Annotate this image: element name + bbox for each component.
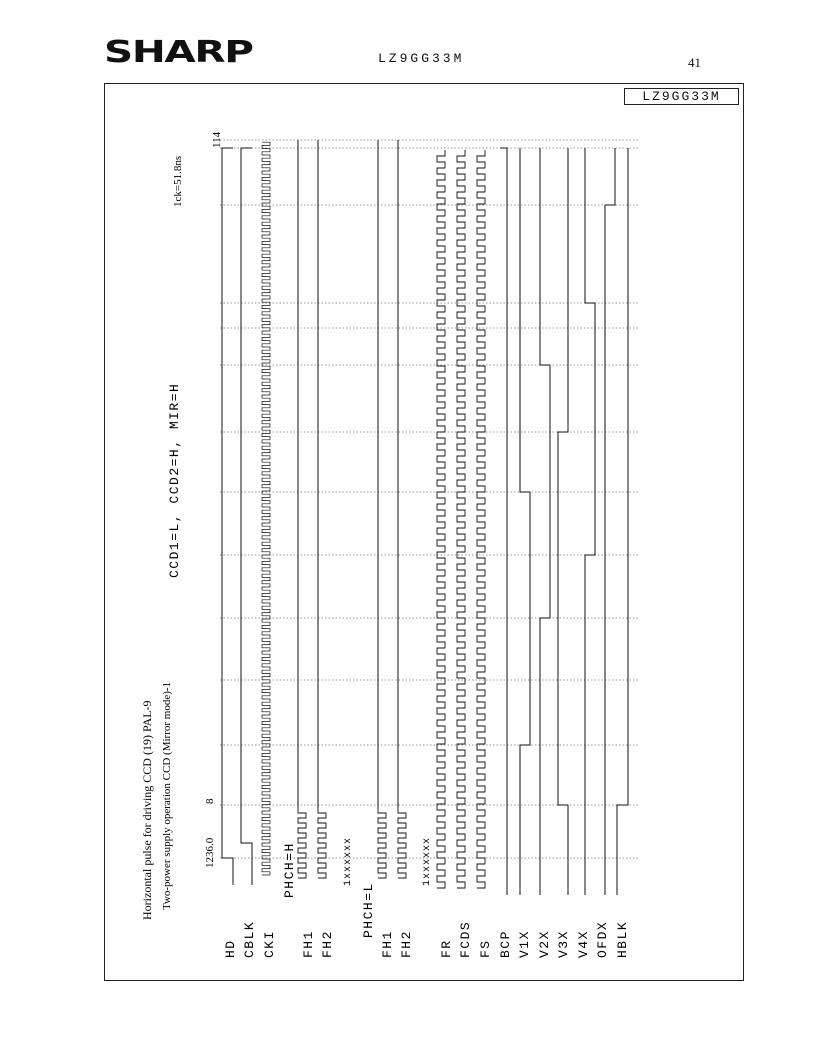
waveform-bcp bbox=[500, 148, 507, 895]
waveform-cki bbox=[262, 142, 270, 875]
waveform-v1x bbox=[520, 148, 530, 895]
omitted-mark-1: 1xxxxxx bbox=[343, 836, 354, 886]
diagram-condition: CCD1=L, CCD2=H, MIR=H bbox=[167, 382, 182, 578]
waveform-v4x bbox=[585, 148, 595, 895]
signal-label-v3x: V3X bbox=[556, 930, 571, 958]
waveform-ofdx bbox=[605, 148, 615, 895]
signal-label-cki: CKI bbox=[262, 930, 277, 958]
signal-label-ofdx: OFDX bbox=[595, 920, 610, 958]
waveform-fh1-b bbox=[378, 808, 386, 878]
signal-label-fs: FS bbox=[478, 939, 493, 958]
diagram-subtitle: Two-power supply operation CCD (Mirror mode)-1 bbox=[161, 681, 173, 910]
waveforms bbox=[222, 140, 628, 895]
signal-label-hd: HD bbox=[223, 939, 238, 958]
waveform-v3x bbox=[558, 148, 568, 895]
header-part-number: LZ9GG33M bbox=[378, 51, 465, 66]
signal-label-fh1-a: FH1 bbox=[301, 930, 316, 958]
diagram-title: Horizontal pulse for driving CCD (19) PAL-9 bbox=[140, 700, 154, 920]
omitted-mark-2: 1xxxxxx bbox=[422, 836, 433, 886]
signal-label-fcds: FCDS bbox=[458, 920, 473, 958]
signal-label-v1x: V1X bbox=[517, 930, 532, 958]
signal-label-v2x: V2X bbox=[537, 930, 552, 958]
waveform-fr bbox=[437, 150, 445, 888]
waveform-fh2-a bbox=[318, 808, 326, 878]
clock-note: 1ck=51.8ns bbox=[172, 155, 184, 207]
sharp-logo: SHARP bbox=[104, 35, 253, 70]
signal-label-fh2-a: FH2 bbox=[320, 930, 335, 958]
part-number-box: LZ9GG33M bbox=[624, 88, 739, 105]
page-number: 41 bbox=[688, 55, 701, 70]
signal-label-phch-h: PHCH=H bbox=[282, 842, 297, 898]
waveform-v2x bbox=[540, 148, 550, 895]
marker-mid: 8 bbox=[204, 798, 216, 804]
waveform-hd bbox=[222, 148, 233, 885]
waveform-fcds bbox=[457, 150, 465, 888]
signal-label-hblk: HBLK bbox=[615, 920, 630, 958]
signal-label-fh1-b: FH1 bbox=[380, 930, 395, 958]
waveform-fs bbox=[477, 150, 485, 888]
marker-end: 114 bbox=[211, 131, 223, 148]
waveform-hblk bbox=[617, 148, 628, 895]
signal-label-cblk: CBLK bbox=[242, 920, 257, 958]
waveform-fh1-a bbox=[298, 808, 306, 878]
signal-label-v4x: V4X bbox=[576, 930, 591, 958]
marker-start: 1236.0 bbox=[204, 837, 216, 868]
waveform-fh2-b bbox=[398, 808, 406, 878]
signal-label-phch-l: PHCH=L bbox=[361, 882, 376, 938]
waveform-cblk bbox=[241, 148, 252, 885]
signal-label-fh2-b: FH2 bbox=[399, 930, 414, 958]
signal-label-fr: FR bbox=[439, 939, 454, 958]
dotted-gridlines bbox=[220, 140, 640, 858]
signal-label-bcp: BCP bbox=[498, 930, 513, 958]
